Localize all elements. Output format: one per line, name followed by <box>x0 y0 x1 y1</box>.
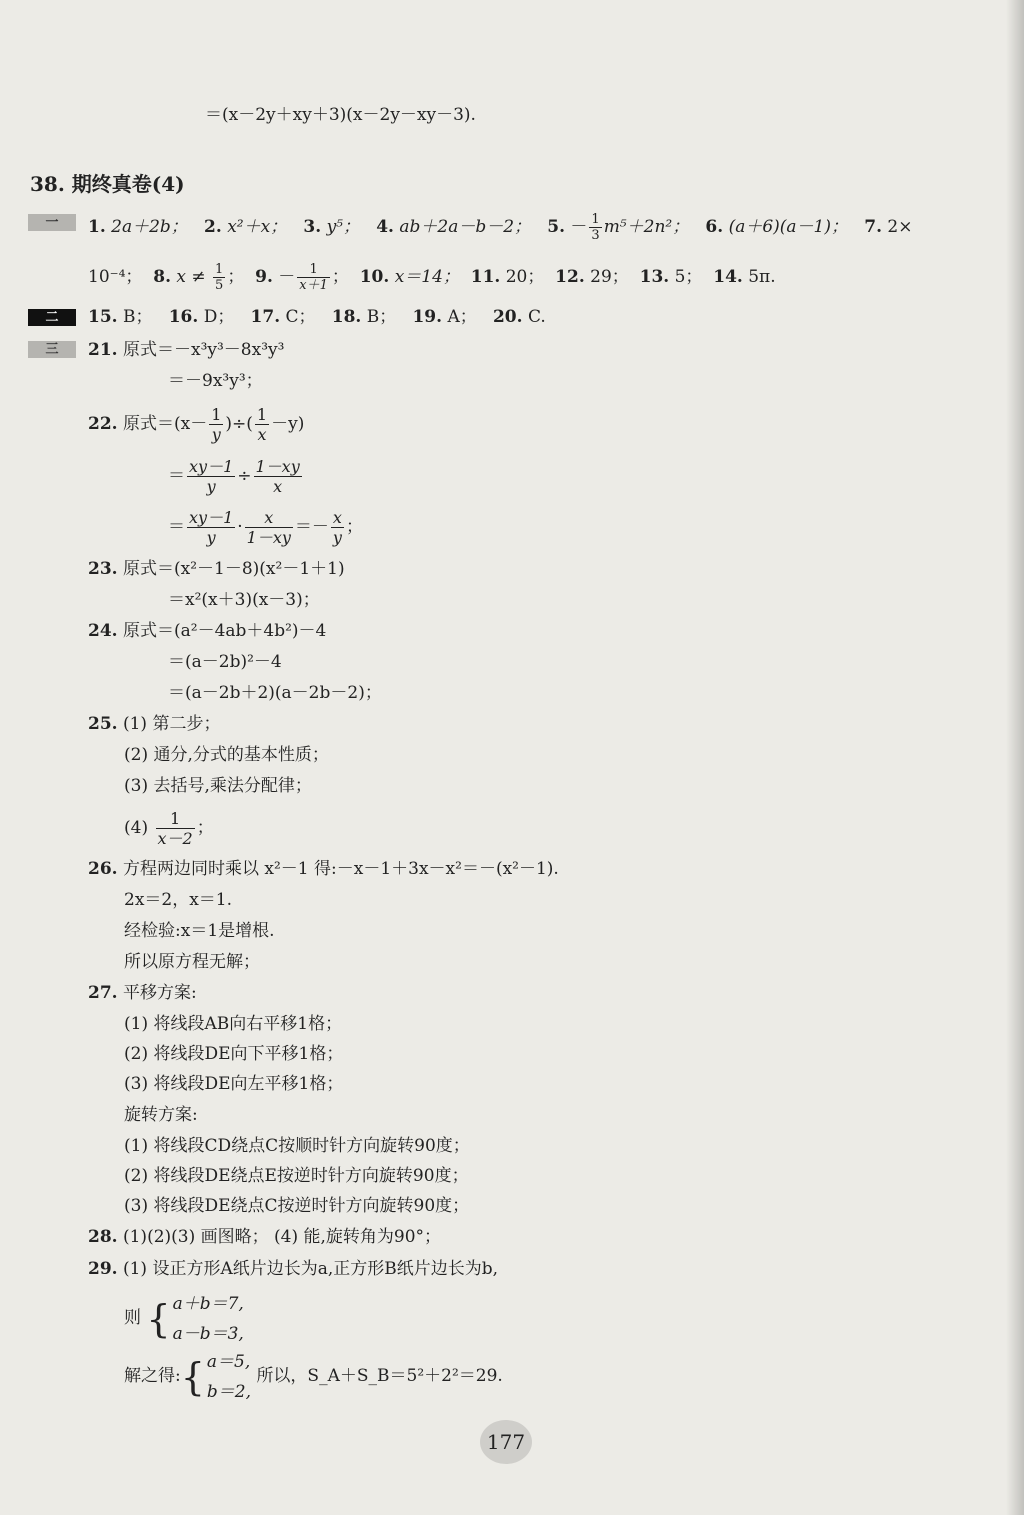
q27-heading1: 27. 平移方案: <box>88 983 197 1003</box>
q27-rotate-1: (1) 将线段CD绕点C按顺时针方向旋转90度； <box>124 1136 470 1156</box>
answers-7-14: 10⁻⁴； 8. x ≠ $\frac{1}{5}$ ； 9. － $\frac{1}{x+1}$ ； 10. x＝14； 11. 20； 12. 29； 13. 5； 14. 5π. <box>88 262 776 293</box>
q23-line1: 23. 原式＝(x²－1－8)(x²－1＋1) <box>88 559 345 579</box>
q22-line1: 22. 原式＝(x－ $\frac{1}{y}$ )÷( $\frac{1}{x}$ －y) <box>88 405 305 444</box>
part-two-tag: 二 <box>28 309 76 326</box>
q24-line3: ＝(a－2b＋2)(a－2b－2)； <box>168 683 382 703</box>
q29-system-2: 解之得:{ a＝5, b＝2, 所以，S_A＋S_B＝5²＋2²＝29. <box>124 1351 503 1402</box>
q23-line2: ＝x²(x＋3)(x－3)； <box>168 590 320 610</box>
q25-line1: 25. (1) 第二步； <box>88 714 221 734</box>
q27-heading2: 旋转方案: <box>124 1105 198 1125</box>
q27-translate-3: (3) 将线段DE向左平移1格； <box>124 1074 344 1094</box>
q25-line4: (4) $\frac{1}{x-2}$ ； <box>124 809 214 848</box>
page-number: 177 <box>480 1420 532 1464</box>
q29-line1: 29. (1) 设正方形A纸片边长为a,正方形B纸片边长为b, <box>88 1259 499 1279</box>
continuation-line: ＝(x－2y＋xy＋3)(x－2y－xy－3). <box>205 105 476 125</box>
q21-line2: ＝－9x³y³； <box>168 371 263 391</box>
section-title: 38. 期终真卷(4) <box>30 172 185 196</box>
q29-system-1: 则 { a＋b＝7, a－b＝3, <box>124 1293 244 1344</box>
part-one-tag: 一 <box>28 214 76 231</box>
q27-rotate-2: (2) 将线段DE绕点E按逆时针方向旋转90度； <box>124 1166 469 1186</box>
q26-line3: 经检验:x＝1是增根. <box>124 921 275 941</box>
q24-line2: ＝(a－2b)²－4 <box>168 652 282 672</box>
q26-line2: 2x＝2，x＝1. <box>124 890 233 910</box>
q26-line1: 26. 方程两边同时乘以 x²－1 得:－x－1＋3x－x²＝－(x²－1). <box>88 859 559 879</box>
q27-rotate-3: (3) 将线段DE绕点C按逆时针方向旋转90度； <box>124 1196 470 1216</box>
q27-translate-2: (2) 将线段DE向下平移1格； <box>124 1044 344 1064</box>
answers-1-7: 1. 2a＋2b； 2. x²＋x； 3. y⁵； 4. ab＋2a－b－2； 5. － $\frac{1}{3}$ m⁵＋2n²； 6. (a＋6)(a－1)； 7. 2× <box>88 212 913 243</box>
answers-15-20: 15. B； 16. D； 17. C； 18. B； 19. A； 20. C. <box>88 307 546 327</box>
part-three-tag: 三 <box>28 341 76 358</box>
q28-line1: 28. (1)(2)(3) 画图略； (4) 能,旋转角为90°； <box>88 1227 442 1247</box>
q22-line3: ＝ $\frac{xy-1}{y}$ · $\frac{x}{1-xy}$ ＝－ $\frac{x}{y}$ ； <box>168 508 363 547</box>
q26-line4: 所以原方程无解； <box>124 952 260 972</box>
q21-line1: 21. 原式＝－x³y³－8x³y³ <box>88 340 285 360</box>
q25-line2: (2) 通分,分式的基本性质； <box>124 745 329 765</box>
q25-line3: (3) 去括号,乘法分配律； <box>124 776 312 796</box>
q27-translate-1: (1) 将线段AB向右平移1格； <box>124 1014 343 1034</box>
q24-line1: 24. 原式＝(a²－4ab＋4b²)－4 <box>88 621 327 641</box>
q22-line2: ＝ $\frac{xy-1}{y}$ ÷ $\frac{1-xy}{x}$ <box>168 457 300 496</box>
